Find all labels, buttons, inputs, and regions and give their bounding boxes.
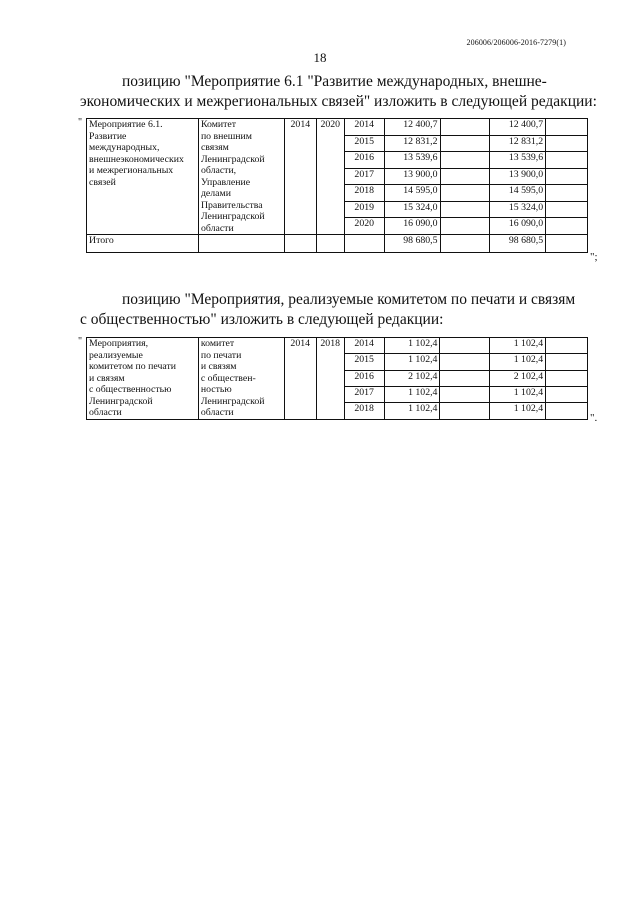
measure-name-line: и межрегиональных	[89, 165, 174, 176]
year-cell: 2018	[344, 185, 384, 202]
total-label-cell: Итого	[87, 235, 199, 253]
regional-budget-cell: 1 102,4	[490, 354, 546, 370]
executor-line: области	[200, 222, 234, 234]
empty-cell	[440, 235, 490, 253]
measure-name-line: реализуемые	[89, 349, 143, 361]
table-row	[87, 338, 588, 354]
table2-close-quote: ".	[590, 412, 598, 424]
empty-cell	[344, 235, 384, 253]
empty-cell	[440, 403, 490, 419]
total-cell: 15 324,0	[384, 201, 440, 218]
executor-line: Ленинградской	[200, 153, 265, 165]
empty-cell	[440, 354, 490, 370]
empty-cell	[546, 135, 588, 152]
measure-name-cell	[87, 338, 199, 420]
end-year-cell: 2020	[316, 119, 344, 235]
executor-line: по печати	[200, 349, 242, 361]
empty-cell	[284, 235, 316, 253]
measure-name-line: внешнеэкономических	[89, 153, 184, 165]
measure-name-line: с общественностью	[89, 384, 172, 395]
executor-line: Управление	[200, 176, 251, 188]
document-id: 206006/206006-2016-7279(1)	[466, 38, 566, 47]
measure-name-line: и связям	[89, 372, 125, 384]
empty-cell	[546, 152, 588, 169]
empty-cell	[198, 235, 284, 253]
regional-budget-cell: 13 539,6	[490, 152, 546, 169]
empty-cell	[440, 338, 490, 354]
empty-cell	[546, 354, 588, 370]
empty-cell	[440, 135, 490, 152]
executor-line: с обществен-	[200, 372, 256, 384]
executor-line: Ленинградской	[200, 395, 265, 407]
executor-line: области	[200, 407, 234, 418]
total-cell: 12 400,7	[384, 119, 440, 136]
page-number: 18	[313, 50, 327, 65]
total-cell: 1 102,4	[384, 338, 440, 354]
total-cell: 16 090,0	[384, 218, 440, 235]
regional-budget-cell: 1 102,4	[490, 403, 546, 419]
empty-cell	[546, 386, 588, 402]
total-cell: 13 539,6	[384, 152, 440, 169]
table-total-row	[87, 235, 588, 253]
measure-name-line: Мероприятие 6.1.	[89, 119, 163, 130]
regional-budget-cell: 12 831,2	[490, 135, 546, 152]
executor-line: Ленинградской	[200, 211, 265, 222]
year-cell: 2015	[344, 135, 384, 152]
table-row	[87, 119, 588, 136]
executor-line: ностью	[200, 384, 232, 395]
measure-name-line: Мероприятия,	[89, 338, 149, 349]
start-year-cell: 2014	[284, 119, 316, 235]
empty-cell	[316, 235, 344, 253]
executor-line: делами	[200, 188, 231, 199]
table2-open-quote: "	[78, 336, 83, 347]
paragraph-press-committee	[80, 290, 598, 330]
executor-line: комитет	[200, 338, 235, 349]
empty-cell	[546, 338, 588, 354]
empty-cell	[440, 119, 490, 136]
total-cell: 1 102,4	[384, 403, 440, 419]
empty-cell	[546, 403, 588, 419]
year-cell: 2017	[344, 386, 384, 402]
executor-line: области,	[200, 165, 237, 176]
grand-total-cell: 98 680,5	[384, 235, 440, 253]
executor-line: и связям	[200, 361, 237, 372]
table-press-committee	[86, 337, 588, 420]
empty-cell	[440, 185, 490, 202]
empty-cell	[440, 218, 490, 235]
regional-budget-cell: 2 102,4	[490, 370, 546, 386]
grand-total-regional-cell: 98 680,5	[490, 235, 546, 253]
measure-name-line: области	[89, 407, 122, 418]
regional-budget-cell: 16 090,0	[490, 218, 546, 235]
year-cell: 2014	[344, 119, 384, 136]
paragraph-position-6-1	[80, 72, 598, 112]
paragraph-line: позицию "Мероприятия, реализуемые комитетом по печати и связям	[122, 291, 576, 308]
regional-budget-cell: 13 900,0	[490, 168, 546, 185]
regional-budget-cell: 14 595,0	[490, 185, 546, 202]
year-cell: 2016	[344, 370, 384, 386]
empty-cell	[440, 370, 490, 386]
empty-cell	[440, 168, 490, 185]
table-measure-6-1	[86, 118, 588, 253]
table1-open-quote: "	[78, 117, 83, 128]
year-cell: 2020	[344, 218, 384, 235]
executor-line: связям	[200, 142, 229, 153]
total-cell: 12 831,2	[384, 135, 440, 152]
empty-cell	[440, 201, 490, 218]
year-cell: 2018	[344, 403, 384, 419]
empty-cell	[546, 119, 588, 136]
paragraph-line: экономических и межрегиональных связей" изложить в следующей редакции:	[80, 93, 597, 110]
empty-cell	[546, 201, 588, 218]
end-year-cell: 2018	[316, 338, 344, 420]
year-cell: 2014	[344, 338, 384, 354]
regional-budget-cell: 15 324,0	[490, 201, 546, 218]
paragraph-line: с общественностью" изложить в следующей редакции:	[80, 311, 444, 328]
measure-name-line: Развитие	[89, 130, 127, 142]
executor-line: по внешним	[200, 130, 252, 142]
year-cell: 2017	[344, 168, 384, 185]
year-cell: 2019	[344, 201, 384, 218]
regional-budget-cell: 1 102,4	[490, 338, 546, 354]
measure-name-line: связей	[89, 176, 116, 188]
executor-line: Комитет	[200, 119, 237, 130]
empty-cell	[440, 386, 490, 402]
empty-cell	[546, 218, 588, 235]
year-cell: 2016	[344, 152, 384, 169]
total-cell: 2 102,4	[384, 370, 440, 386]
measure-name-line: Ленинградской	[89, 395, 153, 407]
total-cell: 14 595,0	[384, 185, 440, 202]
regional-budget-cell: 1 102,4	[490, 386, 546, 402]
executor-cell	[198, 119, 284, 235]
total-cell: 1 102,4	[384, 386, 440, 402]
paragraph-line: позицию "Мероприятие 6.1 "Развитие международных, внешне-	[122, 73, 547, 90]
executor-cell	[198, 338, 284, 420]
regional-budget-cell: 12 400,7	[490, 119, 546, 136]
year-cell: 2015	[344, 354, 384, 370]
empty-cell	[440, 152, 490, 169]
table1-close-quote: ";	[590, 251, 598, 263]
empty-cell	[546, 235, 588, 253]
executor-line: Правительства	[200, 199, 263, 211]
empty-cell	[546, 185, 588, 202]
measure-name-cell	[87, 119, 199, 235]
measure-name-line: международных,	[89, 142, 160, 153]
empty-cell	[546, 370, 588, 386]
start-year-cell: 2014	[284, 338, 316, 420]
measure-name-line: комитетом по печати	[89, 361, 177, 372]
total-cell: 13 900,0	[384, 168, 440, 185]
total-cell: 1 102,4	[384, 354, 440, 370]
empty-cell	[546, 168, 588, 185]
